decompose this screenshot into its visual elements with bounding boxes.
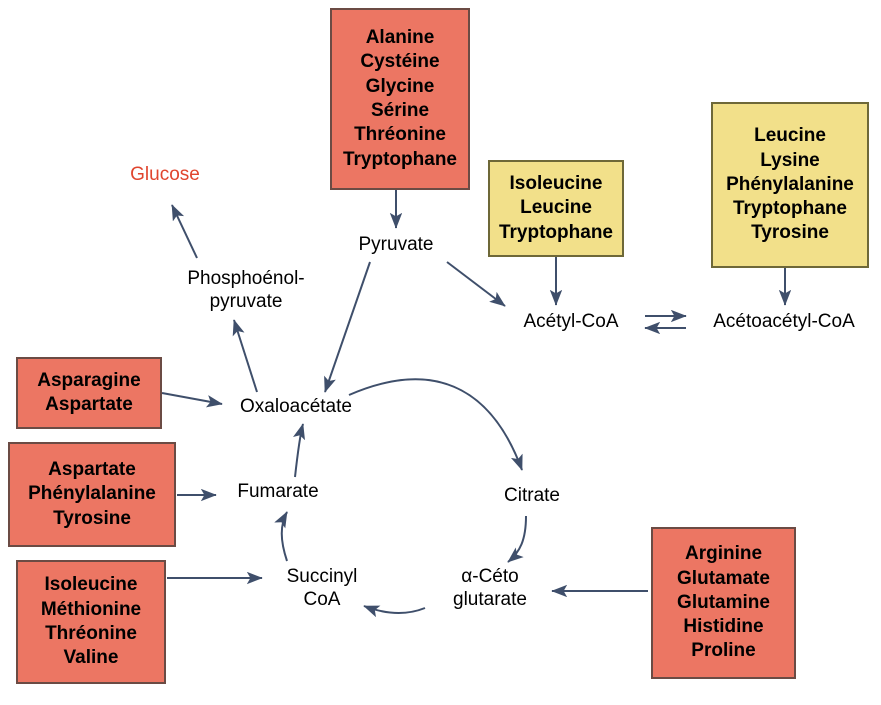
amino-acid-label: Cystéine xyxy=(360,51,440,73)
node-pep xyxy=(160,268,332,314)
amino-acid-label: Valine xyxy=(63,647,119,669)
amino-acid-label: Thréonine xyxy=(45,623,137,644)
node-label: Pyruvate xyxy=(358,234,434,255)
node-glucose xyxy=(110,164,220,187)
node-succinyl-coa xyxy=(268,566,376,612)
amino-acid-label: Thréonine xyxy=(354,124,446,146)
node-acetoacetyl-coa xyxy=(688,311,880,334)
amino-acid-label: Glycine xyxy=(365,75,435,97)
node-label: Acétyl-CoA xyxy=(523,311,619,332)
node-label: Succinyl xyxy=(286,566,358,587)
node-label: Oxaloacétate xyxy=(240,396,352,417)
node-pyruvate xyxy=(340,234,452,257)
amino-acid-label: Phénylalanine xyxy=(726,173,854,195)
node-label: CoA xyxy=(303,588,341,610)
node-label: Citrate xyxy=(504,485,560,506)
amino-acid-label: Lysine xyxy=(760,149,820,171)
amino-acid-label: Phénylalanine xyxy=(28,483,156,505)
box-ketoglutarate-group xyxy=(651,527,796,679)
box-succinylcoa-group xyxy=(16,560,166,684)
node-ketoglutarate xyxy=(430,566,550,612)
node-citrate xyxy=(489,485,575,508)
node-label: Fumarate xyxy=(237,481,319,502)
node-label: α-Céto xyxy=(461,566,519,587)
box-fumarate-group xyxy=(8,442,176,547)
amino-acid-label: Tryptophane xyxy=(732,198,847,220)
amino-acid-label: Asparagine xyxy=(37,369,141,391)
amino-acid-label: Isoleucine xyxy=(44,574,138,596)
amino-acid-label: Méthionine xyxy=(40,598,142,620)
node-acetyl-coa xyxy=(495,311,647,334)
box-pyruvate-group xyxy=(330,8,470,190)
amino-acid-label: Proline xyxy=(691,640,756,662)
node-oxaloacetate xyxy=(222,396,370,419)
amino-acid-label: Tyrosine xyxy=(751,222,829,244)
node-label: Acétoacétyl-CoA xyxy=(713,311,855,332)
node-fumarate xyxy=(220,481,336,504)
amino-acid-label: Arginine xyxy=(684,543,763,565)
box-oxaloacetate-group xyxy=(16,357,162,429)
amino-acid-label: Histidine xyxy=(683,616,764,638)
node-label: Phosphoénol- xyxy=(187,268,305,289)
box-acetoacetylcoa-group xyxy=(711,102,869,268)
amino-acid-label: Aspartate xyxy=(48,459,136,481)
amino-acid-label: Leucine xyxy=(754,125,826,147)
box-acetylcoa-group xyxy=(488,160,624,257)
amino-acid-label: Isoleucine xyxy=(509,173,603,195)
node-label: Glucose xyxy=(130,164,200,185)
amino-acid-label: Tryptophane xyxy=(498,221,613,243)
amino-acid-label: Tyrosine xyxy=(53,507,131,529)
node-label: pyruvate xyxy=(209,290,283,312)
amino-acid-label: Glutamine xyxy=(677,591,770,613)
amino-acid-label: Tryptophane xyxy=(342,148,457,170)
amino-acid-label: Glutamate xyxy=(677,567,770,589)
node-label: glutarate xyxy=(453,588,527,610)
amino-acid-label: Sérine xyxy=(370,100,430,121)
page-bottom-margin xyxy=(0,689,881,705)
amino-acid-label: Aspartate xyxy=(45,394,133,415)
amino-acid-label: Alanine xyxy=(365,27,435,49)
amino-acid-label: Leucine xyxy=(520,197,592,219)
